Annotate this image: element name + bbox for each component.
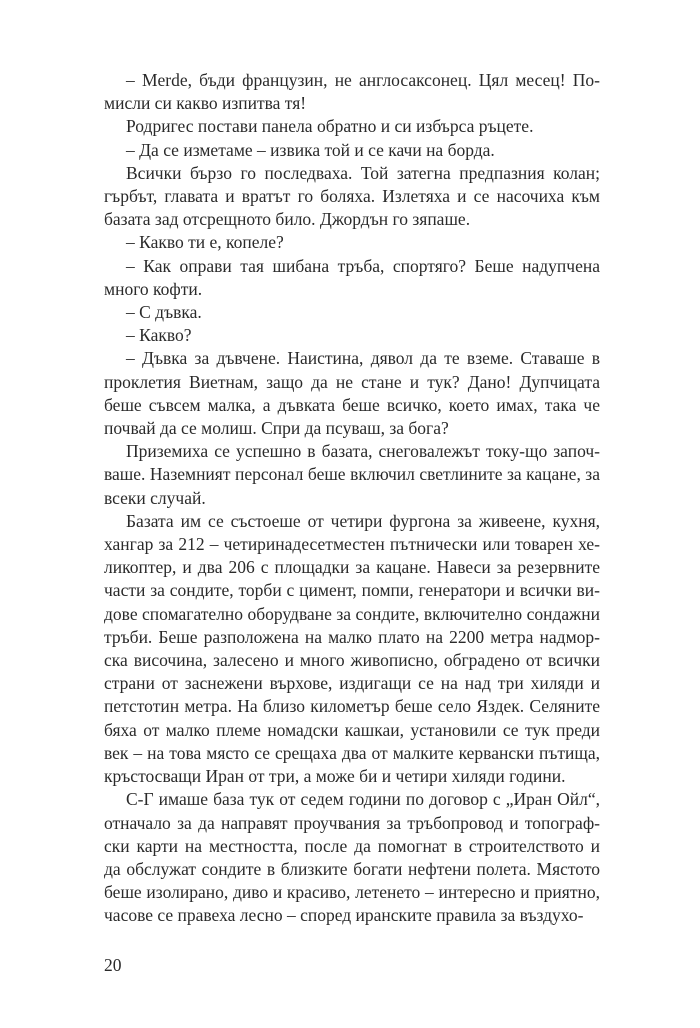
page-text	[104, 69, 600, 928]
text-line: петстотин метра. На близо километър беше село Яздек. Селяните	[104, 696, 600, 717]
text-line: – Как оправи тая шибана тръба, спортяго? Беше надупчена	[126, 255, 600, 276]
text-line: бяха от малко племе номадски кашкаи, установили се тук преди	[104, 719, 600, 740]
text-line: – Merde, бъди французин, не англосаксонец. Цял месец! По-	[126, 70, 600, 90]
text-line: проклетия Виетнам, защо да не стане и тук? Дано! Дупчицата	[104, 371, 600, 392]
text-line: часове се правеха лесно – според иранските правила за въздухо-	[104, 905, 584, 926]
paragraph	[104, 69, 600, 115]
text-line: базата зад отсрещното било. Джордън го зяпаше.	[104, 209, 471, 230]
text-line: ваше. Наземният персонал беше включил светлините за кацане, за	[104, 464, 600, 485]
text-line: Всички бързо го последваха. Той затегна предпазния колан;	[126, 162, 600, 183]
paragraph	[104, 347, 600, 440]
text-line: Приземиха се успешно в базата, снеговалежът току-що започ-	[126, 441, 600, 462]
text-line: ска височина, залесено и много живописно, обградено от всички	[104, 650, 600, 671]
page-number: 20	[104, 955, 122, 975]
paragraph	[104, 255, 600, 301]
paragraph	[104, 139, 600, 162]
text-line: беше изолирано, диво и красиво, летенето – интересно и приятно,	[104, 882, 600, 903]
paragraph	[104, 301, 600, 324]
text-line: части за сондите, торби с цимент, помпи, генератори и всички ви-	[104, 580, 600, 601]
text-line: всеки случай.	[104, 487, 206, 508]
text-line: Родригес постави панела обратно и си избърса ръцете.	[126, 116, 534, 137]
text-line: Базата им се състоеше от четири фургона за живеене, кухня,	[126, 510, 600, 531]
paragraph	[104, 788, 600, 927]
text-line: тръби. Беше разположена на малко плато на 2200 метра надмор-	[104, 626, 600, 647]
text-line: С-Г имаше база тук от седем години по договор с „Иран Ойл“,	[126, 789, 600, 810]
text-line: отначало за да направят проучвания за тръбопровод и топограф-	[104, 812, 600, 833]
text-line: – Какво?	[126, 325, 192, 346]
text-line: век – на това място се срещаха два от малките кервански пътища,	[104, 742, 600, 763]
paragraph	[104, 510, 600, 788]
text-line: много кофти.	[104, 278, 203, 299]
text-line: – Какво ти е, копеле?	[126, 232, 284, 253]
text-line: ликоптер, и два 206 с площадки за кацане. Навеси за резервните	[104, 557, 600, 578]
paragraph	[104, 324, 600, 347]
paragraph	[104, 440, 600, 510]
text-line: почвай да се молиш. Спри да псуваш, за бога?	[104, 418, 449, 439]
text-line: – Дъвка за дъвчене. Наистина, дявол да те вземе. Ставаше в	[126, 348, 600, 369]
text-line: да обслужат сондите в близките богати нефтени полета. Мястото	[104, 858, 600, 879]
text-line: кръстосващи Иран от три, а може би и четири хиляди години.	[104, 766, 566, 787]
paragraph	[104, 162, 600, 232]
text-line: гърбът, главата и вратът го боляха. Излетяха и се насочиха към	[104, 186, 600, 207]
text-line: хангар за 212 – четиринадесетместен пътнически или товарен хе-	[104, 534, 600, 555]
text-line: мисли си какво изпитва тя!	[104, 93, 307, 114]
paragraph	[104, 231, 600, 254]
paragraph	[104, 115, 600, 138]
text-line: ски карти на местността, после да помогнат в строителството и	[104, 835, 600, 856]
text-line: беше съвсем малка, а дъвката беше всичко, което имах, така че	[104, 394, 600, 415]
text-line: дове спомагателно оборудване за сондите, включително сондажни	[104, 603, 600, 624]
text-line: – С дъвка.	[126, 302, 202, 323]
text-line: – Да се изметаме – извика той и се качи на борда.	[126, 139, 495, 160]
text-line: страни от заснежени върхове, издигащи се на над три хиляди и	[104, 673, 600, 694]
